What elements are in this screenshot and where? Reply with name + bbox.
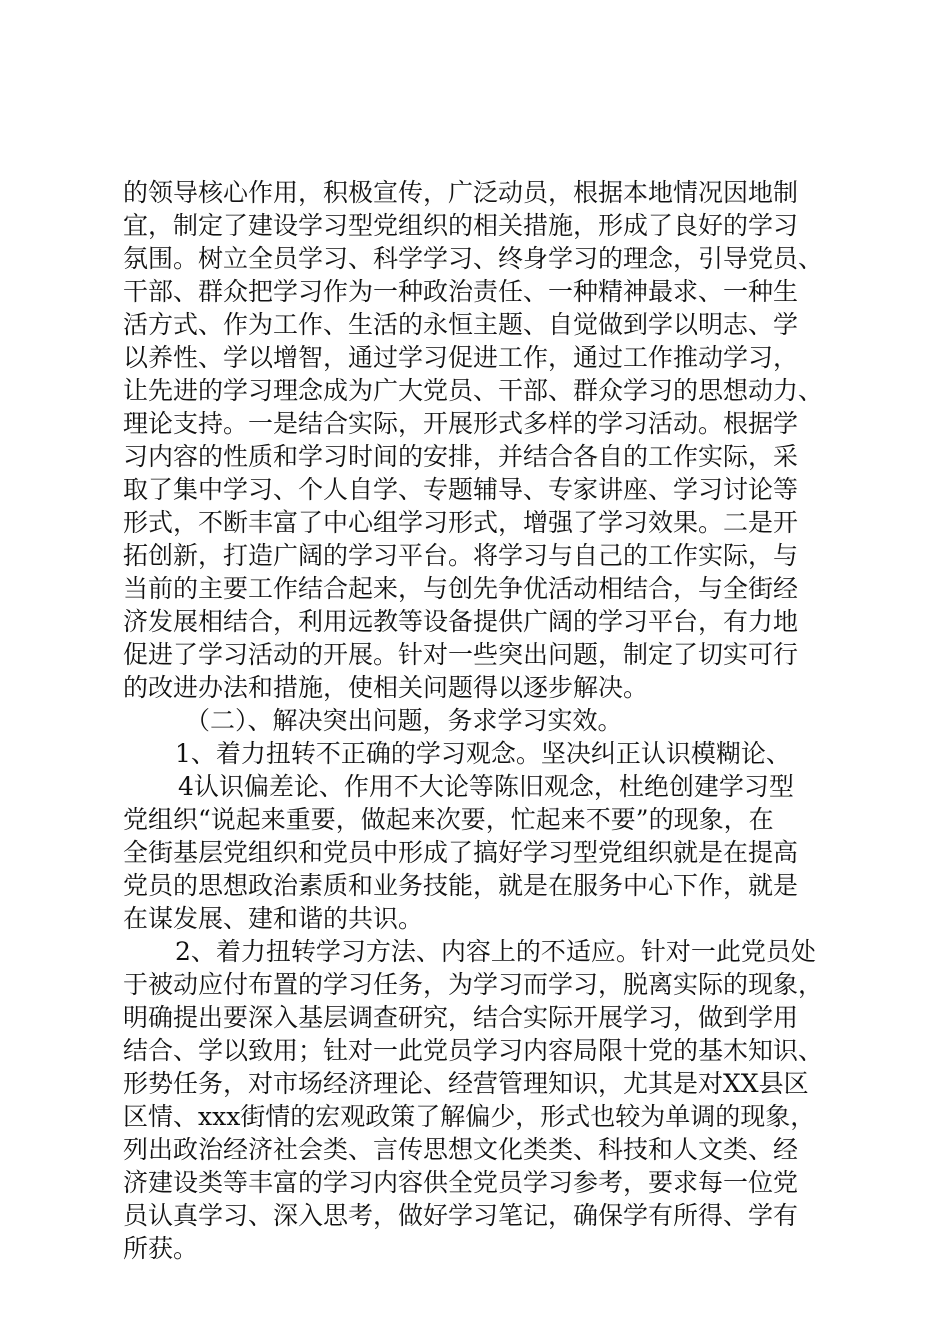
- text-line: 以养性、学以增智，通过学习促进工作，通过工作推动学习，: [123, 343, 799, 372]
- text-line: 形势任务，对市场经济理论、经营管理知识，尤其是对XX县区: [123, 1069, 809, 1098]
- text-line: 的改进办法和措施，使相关问题得以逐步解决。: [123, 673, 649, 702]
- text-line: 区情、xxx街情的宏观政策了解偏少，形式也较为单调的现象，: [123, 1102, 816, 1131]
- text-line: 结合、学以致用；钍对一此党员学习内容局限十党的基木知识、: [123, 1036, 824, 1065]
- text-line: 当前的主要工作结合起来，与创先争优活动相结合，与全街经: [123, 574, 799, 603]
- text-line: 1、着力扭转不正确的学习观念。坚决纠正认识模糊论、: [175, 739, 791, 768]
- text-line: 于被动应付布置的学习任务，为学习而学习，脱离实际的现象，: [123, 970, 824, 999]
- text-line: 在谋发展、建和谐的共识。: [123, 904, 424, 933]
- text-line: 氛围。树立全员学习、科学学习、终身学习的理念，引导党员、: [123, 244, 824, 273]
- text-line: 形式，不断丰富了中心组学习形式，增强了学习效果。二是开: [123, 508, 799, 537]
- text-line: 干部、群众把学习作为一种政治责任、一种精神最求、一种生: [123, 277, 799, 306]
- text-line: 所获。: [123, 1234, 199, 1263]
- text-line: 的领导核心作用，积极宣传，广泛动员，根据本地情况因地制: [123, 178, 799, 207]
- text-line: 习内容的性质和学习时间的安排，并结合各自的工作实际，采: [123, 442, 799, 471]
- text-line: 拓创新，打造广阔的学习平台。将学习与自己的工作实际，与: [123, 541, 799, 570]
- section-heading: （二）、解决突出问题，务求学习实效。: [185, 706, 623, 735]
- text-line: 4认识偏差论、作用不大论等陈旧观念，杜绝创建学习型: [178, 772, 794, 801]
- text-line: 党组织“说起来重要，做起来次要，忙起来不要”的现象，在: [123, 805, 774, 834]
- text-line: 2、着力扭转学习方法、内容上的不适应。针对一此党员处: [175, 937, 816, 966]
- text-line: 全街基层党组织和党员中形成了搞好学习型党组织就是在提高: [123, 838, 799, 867]
- text-line: 宜，制定了建设学习型党组织的相关措施，形成了良好的学习: [123, 211, 799, 240]
- text-line: 明确提出要深入基层调查研究，结合实际开展学习，做到学用: [123, 1003, 799, 1032]
- text-line: 员认真学习、深入思考，做好学习笔记，确保学有所得、学有: [123, 1201, 799, 1230]
- text-line: 济发展相结合，利用远教等设备提供广阔的学习平台，有力地: [123, 607, 799, 636]
- text-line: 理论支持。一是结合实际，开展形式多样的学习活动。根据学: [123, 409, 799, 438]
- text-line: 让先进的学习理念成为广大党员、干部、群众学习的思想动力、: [123, 376, 824, 405]
- text-line: 济建设类等丰富的学习内容供全党员学习参考，要求每一位党: [123, 1168, 799, 1197]
- text-line: 活方式、作为工作、生活的永恒主题、自觉做到学以明志、学: [123, 310, 799, 339]
- text-line: 列出政治经济社会类、言传思想文化类类、科技和人文类、经: [123, 1135, 799, 1164]
- text-line: 党员的思想政治素质和业务技能，就是在服务中心下作，就是: [123, 871, 799, 900]
- text-line: 取了集中学习、个人自学、专题辅导、专家讲座、学习讨论等: [123, 475, 799, 504]
- text-line: 促进了学习活动的开展。针对一些突出问题，制定了切实可行: [123, 640, 799, 669]
